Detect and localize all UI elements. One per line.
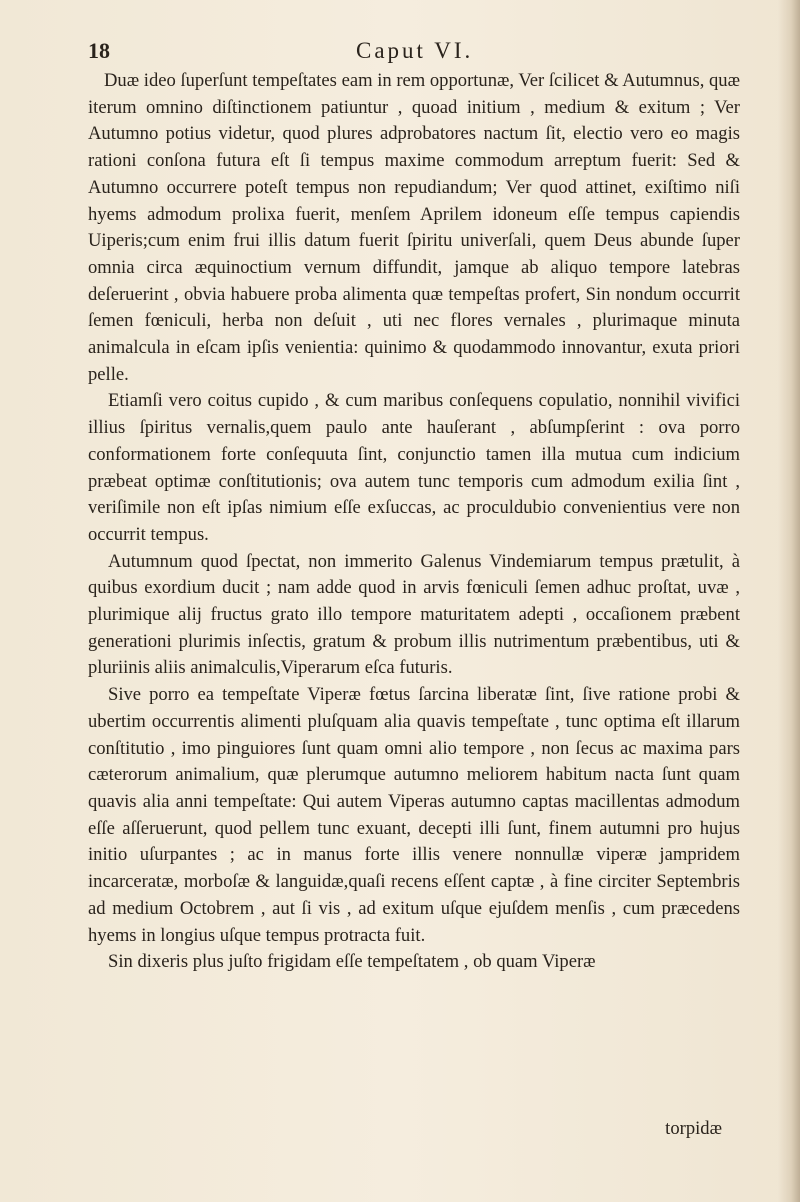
body-text <box>88 68 740 976</box>
paragraph: Autumnum quod ſpectat, non immerito Galenus Vindemiarum tempus prætulit, à quibus exordium ducit ; nam adde quod in arvis fœniculi ſemen adhuc proſtat, uvæ , plurimique alij fructus grato illo tempore maturitatem adepti , occaſionem præbent generationi plurimis inſectis, gratum & probum illis nutrimentum præbentibus, uti & pluriinis aliis animalculis,Viperarum eſca futuris. <box>88 550 740 679</box>
paragraph: Duæ ideo ſuperſunt tempeſtates eam in rem opportunæ, Ver ſcilicet & Autumnus, quæ iterum omnino diſtinctionem patiuntur , quoad initium , medium & exitum ; Ver Autumno potius videtur, quod plures adprobatores nactum ſit, electio vero eo magis rationi conſona futura eſt ſi tempus maxime commodum arreptum fuerit: Sed & Autumno occurrere poteſt tempus non repudiandum; Ver quod attinet, exiſtimo niſi hyems admodum prolixa fuerit, menſem Aprilem idoneum eſſe tempus capiendis Uiperis;cum enim frui illis datum fuerit ſpiritu univerſali, quem Deus abunde ſuper omnia circa æquinoctium vernum diffundit, jamque ab aliquo tempore latebras deſeruerint , obvia habuere proba alimenta quæ tempeſtas profert, Sin nondum occurrit ſemen fœniculi, herba non deſuit , uti nec flores vernales , plurimaque minuta animalcula in eſcam ipſis venientia: quinimo & quodammodo innovantur, exuta priori pelle. <box>88 70 740 385</box>
page-header <box>88 38 728 68</box>
paragraph: Etiamſi vero coitus cupido , & cum maribus conſequens copulatio, nonnihil vivifici illius ſpiritus vernalis,quem paulo ante hauſerant , abſumpſerint : ova porro conformationem forte conſequuta ſint, conjunctio tamen illa mutua cum indicium præbeat optimæ conſtitutionis; ova autem tunc temporis cum admodum exilia ſint , veriſimile non eſt ipſas nimium eſſe exſuccas, ac proculdubio convenientius vere non occurrit tempus. <box>88 390 740 545</box>
page-edge-shadow <box>778 0 800 1202</box>
running-head: Caput VI. <box>356 38 474 63</box>
paragraph: Sive porro ea tempeſtate Viperæ fœtus ſarcina liberatæ ſint, ſive ratione probi & ubertim occurrentis alimenti pluſquam alia quavis tempeſtate , tunc optima eſt illarum conſtitutio , imo pinguiores ſunt quam omni alio tempore , non ſecus ac maxima pars cæterorum animalium, quæ plerumque autumno meliorem habitum nacta ſunt quam quavis alia anni tempeſtate: Qui autem Viperas autumno captas macillentas admodum eſſe aſſeruerunt, quod pellem tunc exuant, decepti illi ſunt, finem autumni pro hujus initio uſurpantes ; ac in manus forte illis venere nonnullæ viperæ jampridem incarceratæ, morboſæ & languidæ,quaſi recens eſſent captæ , à fine circiter Septembris ad medium Octobrem , aut ſi vis , ad exitum uſque ejuſdem menſis , cum præcedens hyems in longius uſque tempus protracta fuit. <box>88 684 740 946</box>
catchword: torpidæ <box>665 1118 722 1139</box>
page-number: 18 <box>88 38 110 63</box>
paragraph: Sin dixeris plus juſto frigidam eſſe tempeſtatem , ob quam Viperæ <box>108 951 596 973</box>
